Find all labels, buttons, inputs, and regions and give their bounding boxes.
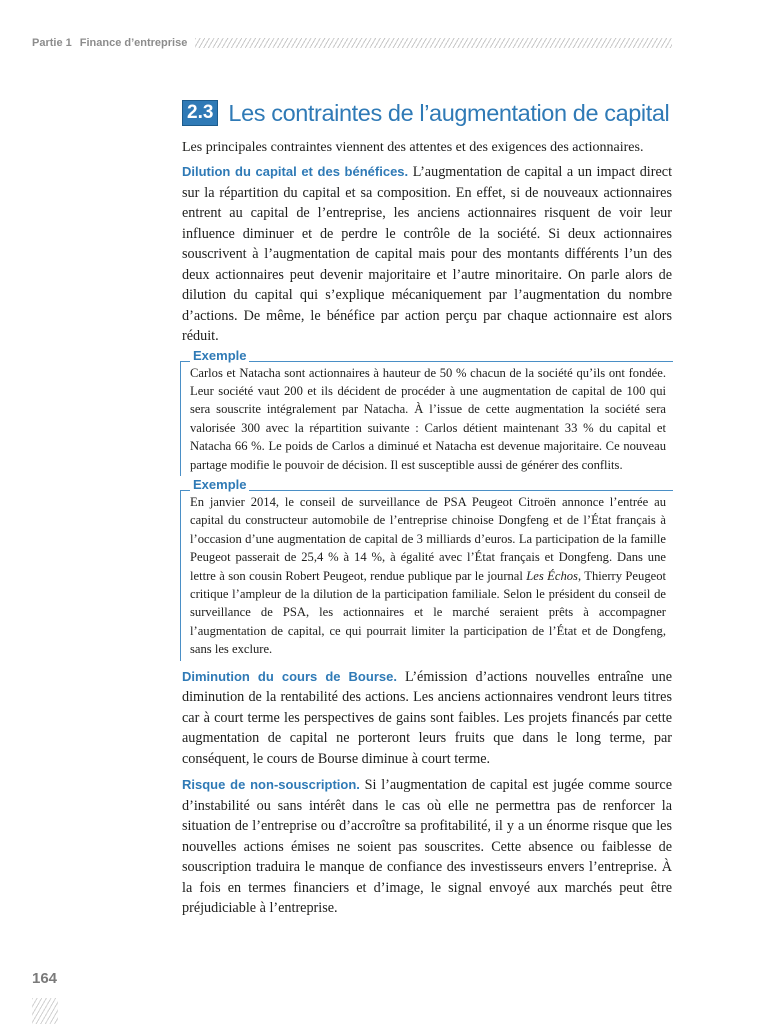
page-content — [182, 96, 672, 919]
footer-hatch-decoration — [32, 998, 58, 1024]
run-in-heading-risque: Risque de non-souscription. — [182, 777, 360, 793]
paragraph-text: L’émission d’actions nouvelles entraîne une diminution de la rentabilité des actions. Les anciens actionnaires vendront leurs titres car à court terme les perspectives de gains sont faibles. Les projets financés par cette augmentation de capital ne porteront leurs fruits que dans le long terme, par conséquent, le cours de Bourse diminue à court terme. — [182, 668, 672, 767]
example-box — [180, 476, 672, 661]
paragraph-text: L’augmentation de capital a un impact direct sur la répartition du capital et sa composition. En effet, si de nouveaux actionnaires entrent au capital de l’entreprise, les anciens actionnaires risquent de voir leur influence diminuer et de perdre le contrôle de la société. Si deux actionnaires souscrivent à l’augmentation de capital mais pour des montants différents l’un des deux actionnaires peut devenir majoritaire et l’autre minoritaire. On parle alors de dilution du capital qui s’explique mécaniquement par l’augmentation du nombre d’actions. De même, le bénéfice par action perçu par chaque actionnaire est alors réduit. — [182, 164, 673, 344]
part-label: Partie 1 — [32, 37, 72, 49]
example-text — [190, 493, 672, 659]
chapter-label: Finance d’entreprise — [79, 37, 188, 49]
section-title — [182, 96, 672, 130]
run-in-heading-bourse: Diminution du cours de Bourse. — [182, 668, 397, 684]
example-text-part: En janvier 2014, le conseil de surveillance de PSA Peugeot Citroën annonce l’entrée au capital du constructeur automobile de l’entreprise chinoise Dongfeng et de l’État français à l’occasion d’une augmentation de capital de 3 milliards d’euros. La participation de la famille Peugeot passerait de 25,4 % à 14 %, à égalité avec l’État français et Dongfeng. Dans une lettre à son cousin Robert Peugeot, rendue publique par le journal — [190, 494, 666, 583]
header-hatch-decoration — [195, 38, 672, 48]
intro-paragraph: Les principales contraintes viennent des attentes et des exigences des actionnaires. — [182, 140, 644, 155]
page-number: 164 — [32, 970, 58, 987]
example-box — [180, 347, 672, 476]
example-label: Exemple — [190, 348, 249, 364]
example-label: Exemple — [190, 477, 249, 493]
newspaper-title: Les Échos — [526, 568, 578, 583]
paragraph-cours-bourse — [182, 667, 672, 770]
section-number-badge: 2.3 — [182, 100, 218, 126]
run-in-heading-dilution: Dilution du capital et des bénéfices. — [182, 164, 409, 179]
paragraph-dilution — [182, 162, 672, 347]
example-text-part: , Thierry Peugeot critique l’ampleur de la dilution de la participation familiale. Selon le président du conseil de surveillance de PSA, les actionnaires et le marché seraient prêts à accompagner l’augmentation de capital, ce qui pourrait limiter la participation de l’État et de Dongfeng, sans les exclure. — [190, 568, 667, 657]
example-text: Carlos et Natacha sont actionnaires à hauteur de 50 % chacun de la société qu’ils ont fondée. Leur société vaut 200 et ils décident de procéder à une augmentation de capital de 100 qui sera souscrite intégralement par Natacha. À l’issue de cette augmentation la société sera valorisée 300 avec la répartition suivante : Carlos détient maintenant 33 % du capital et Natacha 66 %. Le poids de Carlos a diminué et Natacha est devenue majoritaire. Ce nouveau partage modifie le pouvoir de décision. Il est susceptible aussi de générer des conflits. — [190, 365, 666, 472]
running-header — [32, 36, 672, 50]
paragraph-text: Si l’augmentation de capital est jugée comme source d’instabilité ou sans intérêt dans le cas où elle ne permettra pas de renforcer la situation de l’entreprise ou d’accroître sa profitabilité, il y a un énorme risque que les nouvelles actions émises ne soient pas souscrites. Cette absence ou faiblesse de souscription traduira le manque de confiance des investisseurs envers l’entreprise. À la fois en termes financiers et d’image, le signal envoyé aux marchés peut être préjudiciable à l’entreprise. — [182, 777, 672, 917]
section-heading: Les contraintes de l’augmentation de capital — [228, 99, 670, 126]
paragraph-non-souscription — [182, 775, 672, 919]
